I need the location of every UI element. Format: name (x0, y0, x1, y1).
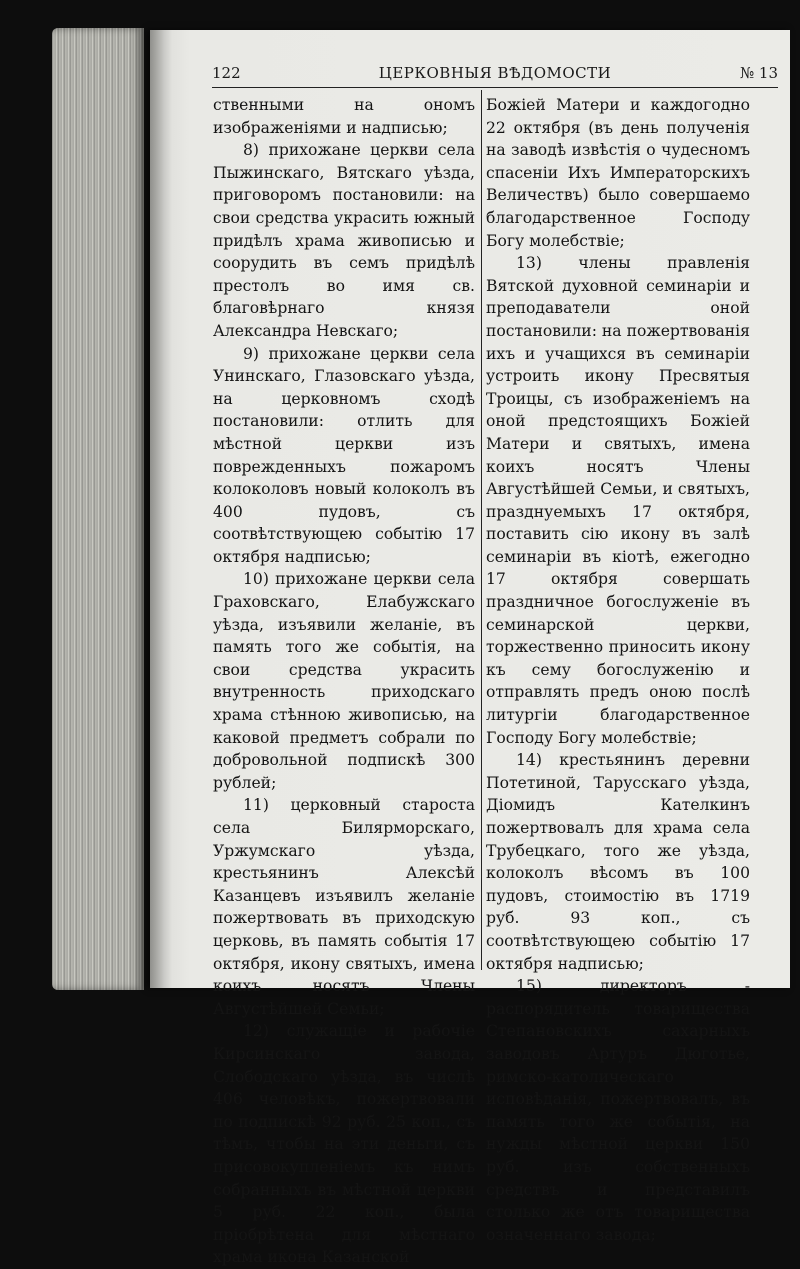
issue-number: № 13 (739, 64, 778, 82)
paragraph-continuation: ственными на ономъ изображеніями и надписью; (213, 96, 475, 137)
left-column (213, 94, 475, 1269)
paragraph-item-12-continued: Божіей Матери и каждогодно 22 октября (въ день полученія на заводѣ извѣстія о чудесномъ спасеніи Ихъ Императорскихъ Величествъ) было совершаемо благодарственное Господу Богу молебствіе; (486, 96, 750, 250)
paragraph-item-12: 12) служащіе и рабочіе Кирсинскаго завода, Слободскаго уѣзда, въ числѣ 406 человѣкъ, пожертвовали по подпискѣ 92 руб. 25 коп., съ тѣмъ, чтобы на эти деньги, съ присовокупленіемъ къ нимъ собранныхъ въ мѣстной церкви 5 руб. 22 коп., была пріобрѣтена для мѣстнаго храма икона Казанской (213, 1022, 475, 1267)
paragraph-item-15: 15) директоръ - распорядитель товарищества Степановскихъ сахарныхъ заводовъ Артуръ Дюготье, римско-католическаго исповѣданія, пожертвовалъ, въ память того же событія, на нужды мѣстной церкви 150 руб. изъ собственныхъ средствъ и представилъ столько же отъ товарищества означеннаго завода; (486, 977, 750, 1244)
page-number: 122 (212, 64, 241, 82)
book-page-edges (52, 28, 144, 990)
gutter-shadow (150, 30, 172, 988)
journal-title: ЦЕРКОВНЫЯ ВѢДОМОСТИ (378, 64, 612, 82)
paragraph-item-9: 9) прихожане церкви села Унинскаго, Глазовскаго уѣзда, на церковномъ сходѣ постановили: отлить для мѣстной церкви изъ поврежденныхъ пожаромъ колоколовъ новый колоколъ въ 400 пудовъ, съ соотвѣтствующею событію 17 октября надписью; (213, 344, 475, 566)
header-rule (212, 87, 778, 88)
paragraph-item-8: 8) прихожане церкви села Пыжинскаго, Вятскаго уѣзда, приговоромъ постановили: на свои средства украсить южный придѣлъ храма живописью и соорудить въ семъ придѣлѣ престолъ во имя св. благовѣрнаго князя Александра Невскаго; (213, 141, 475, 340)
paragraph-item-14: 14) крестьянинъ деревни Потетиной, Тарусскаго уѣзда, Діомидъ Кателкинъ пожертвовалъ для храма села Трубецкаго, того же уѣзда, колоколъ вѣсомъ въ 100 пудовъ, стоимостію въ 1719 руб. 93 коп., съ соотвѣтствующею событію 17 октября надписью; (486, 751, 750, 973)
book-page (150, 30, 790, 1267)
running-header (212, 64, 778, 86)
column-divider (481, 90, 482, 970)
right-column (486, 94, 750, 1246)
paragraph-item-13: 13) члены правленія Вятской духовной семинаріи и преподаватели оной постановили: на пожертвованія ихъ и учащихся въ семинаріи устроить икону Пресвятыя Троицы, съ изображеніемъ на оной предстоящихъ Божіей Матери и святыхъ, имена коихъ носятъ Члены Августѣйшей Семьи, и святыхъ, празднуемыхъ 17 октября, поставить сію икону въ залѣ семинаріи въ кіотѣ, ежегодно 17 октября совершать праздничное богослуженіе въ семинарской церкви, торжественно приносить икону къ сему богослуженію и отправлять предъ оною послѣ литургіи благодарственное Господу Богу молебствіе; (486, 254, 750, 747)
paragraph-item-11: 11) церковный староста села Билярморскаго, Уржумскаго уѣзда, крестьянинъ Алексѣй Казанцевъ изъявилъ желаніе пожертвовать въ приходскую церковь, въ память событія 17 октября, икону святыхъ, имена коихъ носятъ Члены Августѣйшей Семьи; (213, 796, 475, 1018)
paragraph-item-10: 10) прихожане церкви села Граховскаго, Елабужскаго уѣзда, изъявили желаніе, въ память того же событія, на свои средства украсить внутренность приходскаго храма стѣнною живописью, на каковой предметъ собрали по добровольной подпискѣ 300 рублей; (213, 570, 475, 792)
